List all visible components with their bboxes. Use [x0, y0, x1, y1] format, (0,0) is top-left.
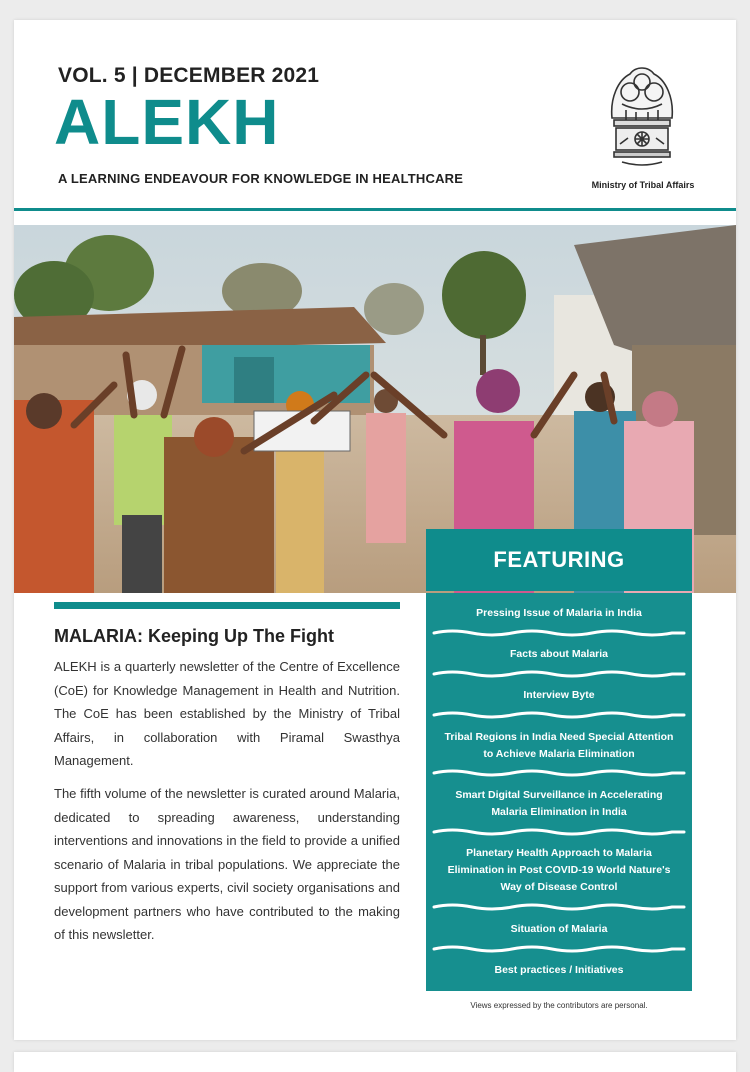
wave-divider — [432, 670, 686, 678]
article-paragraph: ALEKH is a quarterly newsletter of the Centre of Excellence (CoE) for Knowledge Management in Health and Nutrition. The CoE has been established by the Ministry of Tribal Affairs, in collaboration with Piramal Swasthya Management. — [54, 659, 400, 768]
newsletter-title: ALEKH — [54, 86, 280, 158]
wave-divider — [432, 945, 686, 953]
wave-divider — [432, 903, 686, 911]
wave-divider — [432, 629, 686, 637]
disclaimer: Views expressed by the contributors are personal. — [470, 1001, 648, 1010]
header-divider — [14, 208, 736, 211]
featuring-item[interactable]: Situation of Malaria — [510, 923, 608, 935]
tagline: A LEARNING ENDEAVOUR FOR KNOWLEDGE IN HEALTHCARE — [58, 171, 464, 186]
featuring-heading: FEATURING — [493, 547, 625, 572]
newsletter-page — [14, 20, 736, 1040]
wave-divider — [432, 711, 686, 719]
featuring-item[interactable]: Interview Byte — [523, 689, 595, 701]
article-paragraph: The fifth volume of the newsletter is curated around Malaria, dedicated to spreading awareness, understanding interventions and innovations in the field to provide a unified scenario of Malaria in tribal populations. We appreciate the support from various experts, civil society organisations and development partners who have contributed to the making of this newsletter. — [54, 786, 400, 942]
featuring-header — [426, 529, 692, 591]
next-page-edge — [14, 1052, 736, 1072]
article-accent-bar — [54, 602, 400, 609]
volume-label: VOL. 5 | DECEMBER 2021 — [58, 64, 320, 87]
national-emblem-icon — [602, 58, 682, 174]
featuring-item[interactable]: Smart Digital Surveillance in Accelerating Malaria Elimination in India — [455, 789, 663, 818]
ministry-name: Ministry of Tribal Affairs — [591, 180, 695, 190]
featuring-item[interactable]: Pressing Issue of Malaria in India — [476, 607, 642, 619]
wave-divider — [432, 769, 686, 777]
article-title: MALARIA: Keeping Up The Fight — [54, 626, 334, 646]
featuring-item[interactable]: Planetary Health Approach to Malaria Elimination in Post COVID-19 World Nature's Way of Disease Control — [447, 847, 671, 893]
wave-divider — [432, 828, 686, 836]
featuring-panel — [426, 593, 692, 991]
featuring-item[interactable]: Tribal Regions in India Need Special Attention to Achieve Malaria Elimination — [444, 731, 674, 760]
featuring-item[interactable]: Facts about Malaria — [509, 648, 609, 660]
featuring-item[interactable]: Best practices / Initiatives — [494, 964, 624, 976]
